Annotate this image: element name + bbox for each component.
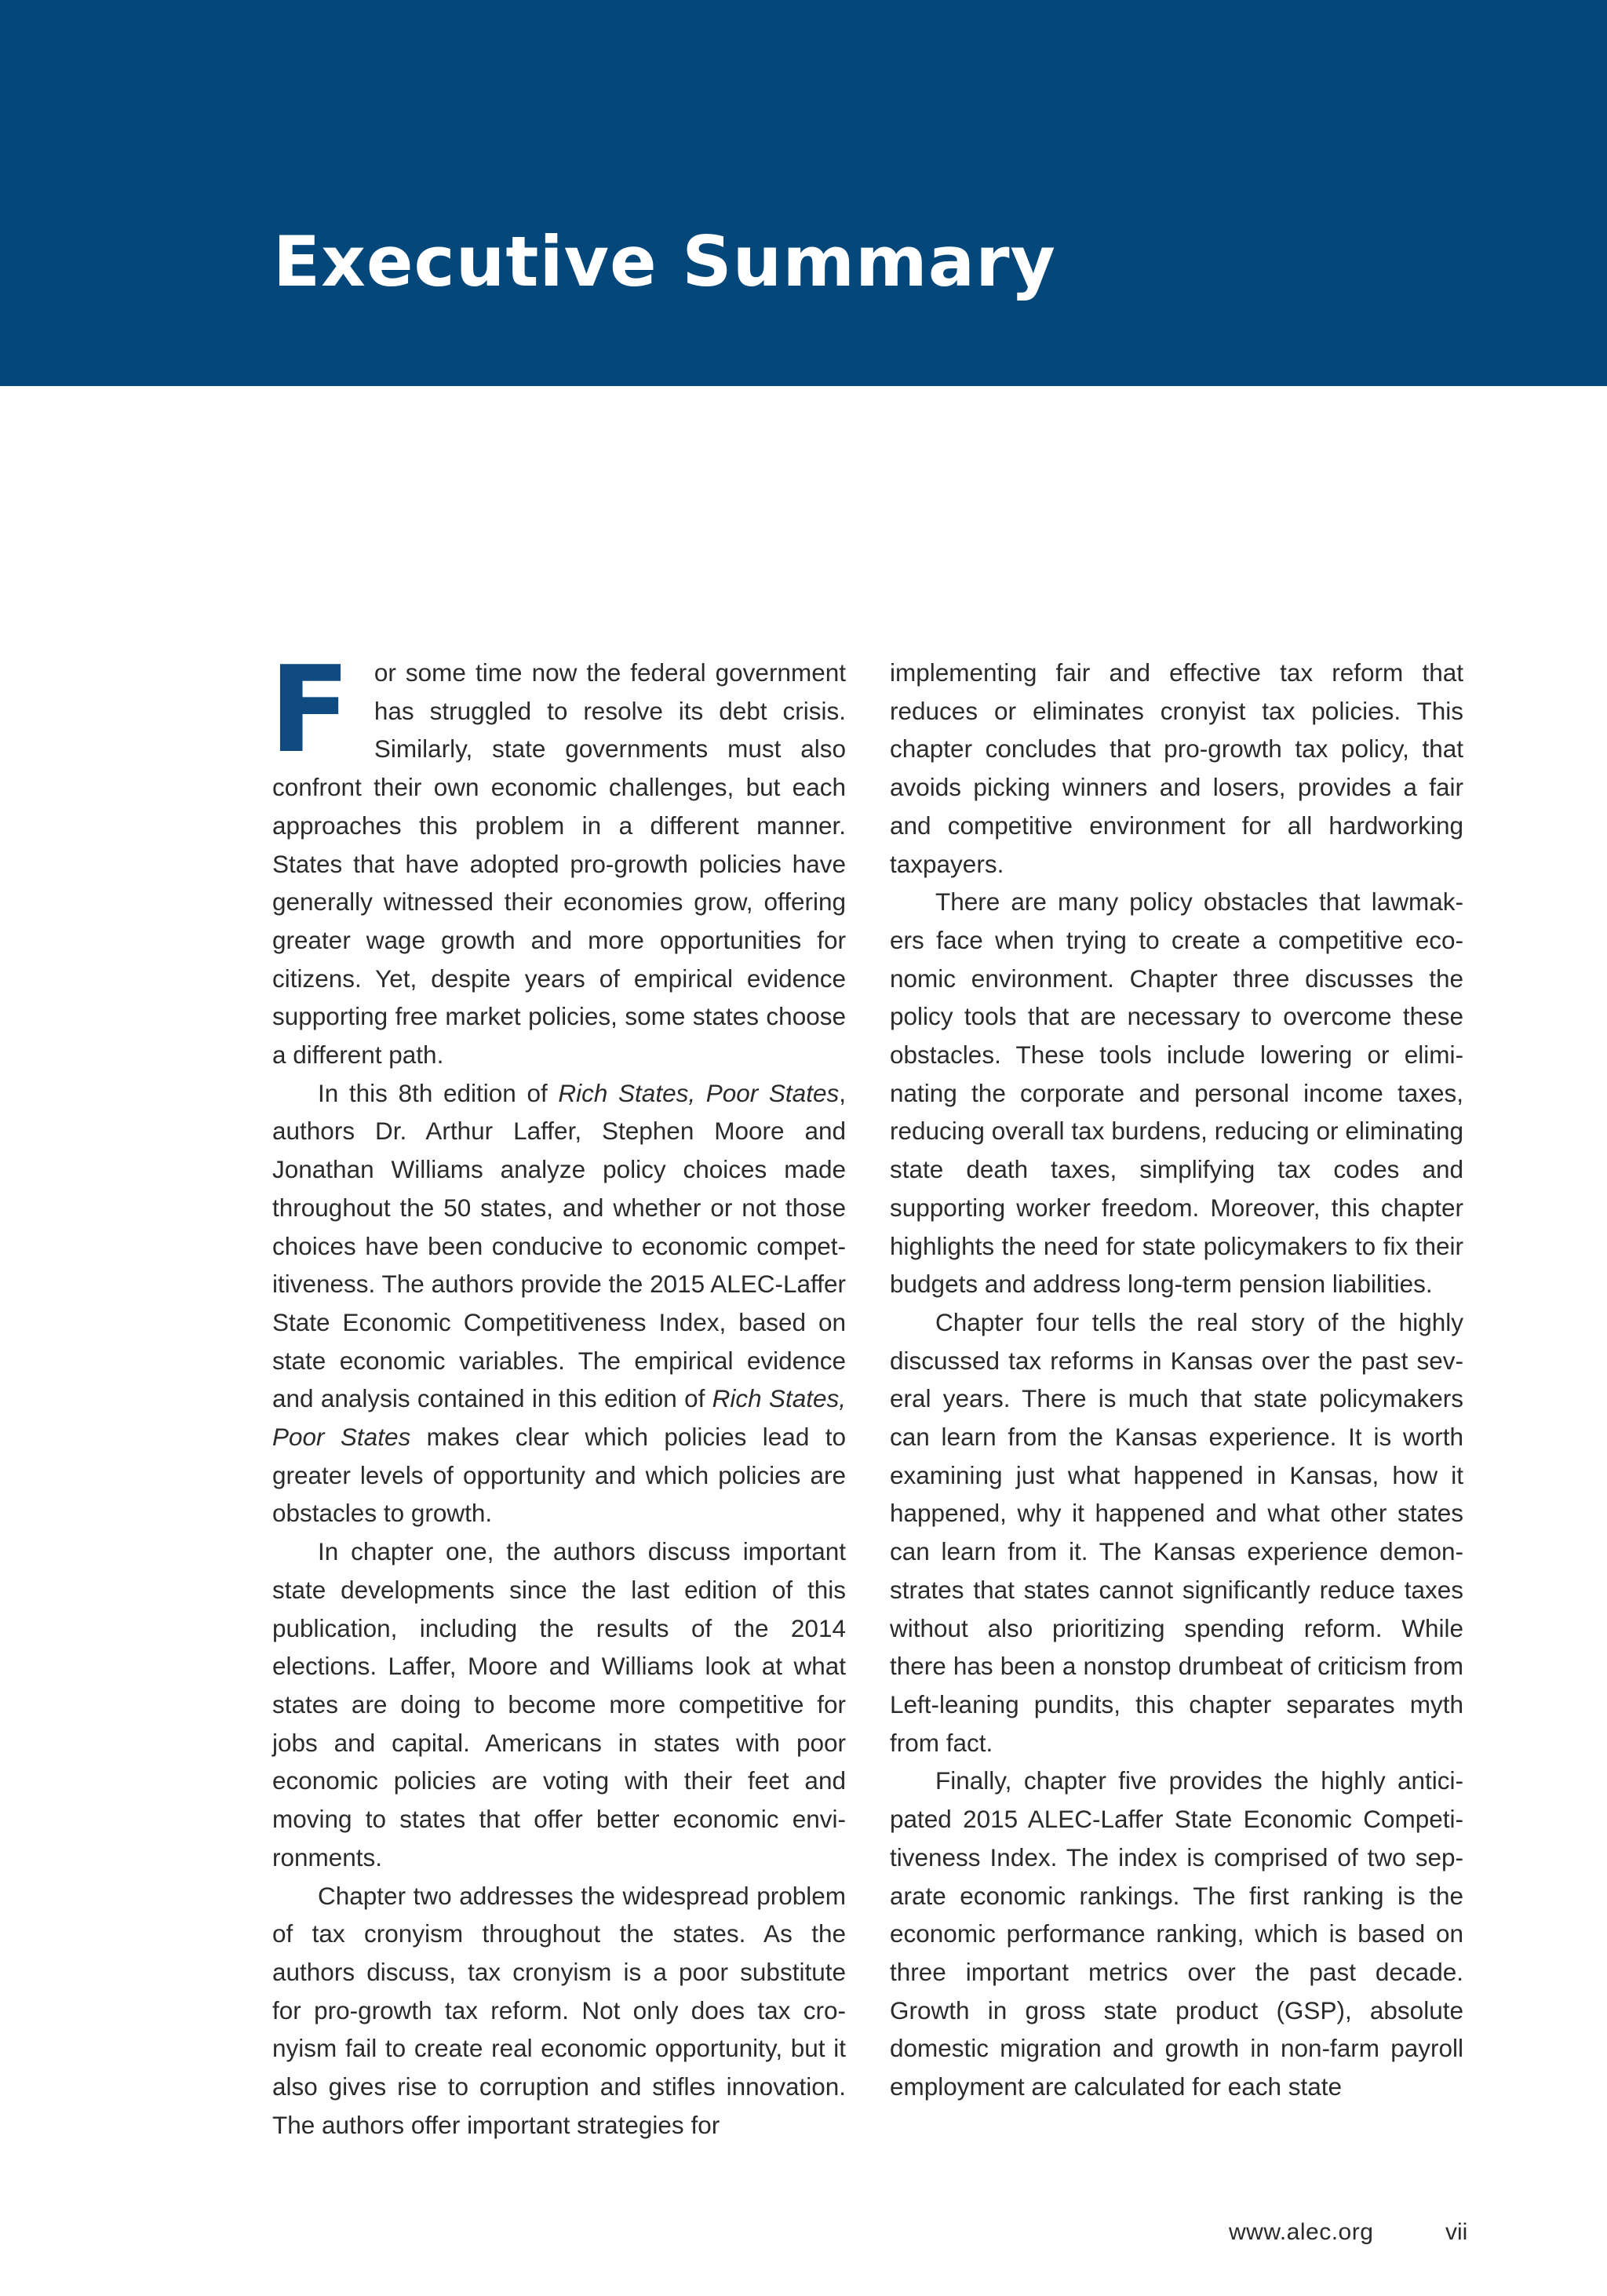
- footer-url: www.alec.org: [1229, 2219, 1374, 2245]
- paragraph-intro-text: or some time now the federal government has struggled to resolve its debt crisis. Similarly, state governments must also confront their own economic challenges, but each approaches this problem in a different manner. States that have adopted pro-growth policies have generally witnessed their economies grow, offering greater wage growth and more opportunities for citizens. Yet, despite years of empirical evidence supporting free market policies, some states choose a different path.: [272, 658, 846, 1070]
- right-column: [890, 654, 1463, 2106]
- book-title-italic: Rich States, Poor States: [558, 1078, 840, 1107]
- left-column: [269, 640, 846, 2144]
- drop-cap: F: [269, 640, 351, 779]
- paragraph-edition-text-e: makes clear which policies lead to greater levels of opportunity and which policies are obstacles to growth.: [272, 1423, 846, 1528]
- paragraph-edition-text-a: In this 8th edition of: [318, 1078, 559, 1107]
- header-band: [0, 0, 1607, 386]
- paragraph-intro: [269, 640, 846, 1074]
- paragraph-chapter-one: In chapter one, the authors discuss important state developments since the last edition of this publication, including the results of the 2014 elections. Laffer, Moore and Williams look at what states are doing to become more competitive for jobs and capital. Americans in states with poor economic policies are voting with their feet and moving to states that offer better economic environments.: [272, 1537, 846, 1871]
- paragraph-chapter-two: Chapter two addresses the widespread problem of tax cronyism throughout the states. As the authors discuss, tax cronyism is a poor substitute for pro-growth tax reform. Not only does tax cronyism fail to create real economic opportunity, but it also gives rise to corruption and stifles innovation. The authors offer important strategies for: [272, 1881, 846, 2139]
- page-title: Executive Summary: [273, 221, 1056, 302]
- paragraph-edition-text-c: , authors Dr. Arthur Laffer, Stephen Moore and Jonathan Williams analyze policy choices made throughout the 50 states, and whether or not those choices have been conducive to economic competitiveness. The authors provide the 2015 ALEC-Laffer State Economic Competitiveness Index, based on state economic variables. The empirical evidence and analysis contained in this edition of: [272, 1078, 846, 1413]
- page-number: vii: [1445, 2219, 1468, 2245]
- book-title-italic: Rich States, Poor States: [272, 1384, 846, 1452]
- paragraph-chapter-four: Chapter four tells the real story of the highly discussed tax reforms in Kansas over the past several years. There is much that state policymakers can learn from the Kansas experience. It is worth examining just what happened in Kansas, how it happened, why it happened and what other states can learn from it. The Kansas experience demonstrates that states cannot significantly reduce taxes without also prioritizing spending reform. While there has been a nonstop drumbeat of criticism from Left-leaning pundits, this chapter separates myth from fact.: [890, 1307, 1463, 1757]
- paragraph-chapter-five: Finally, chapter five provides the highly anticipated 2015 ALEC-Laffer State Economic Competitiveness Index. The index is comprised of two separate economic rankings. The first ranking is the economic performance ranking, which is based on three important metrics over the past decade. Growth in gross state product (GSP), absolute domestic migration and growth in non-farm payroll employment are calculated for each state: [890, 1766, 1463, 2101]
- paragraph-chapter-three: There are many policy obstacles that lawmakers face when trying to create a competitive economic environment. Chapter three discusses the policy tools that are necessary to overcome these obstacles. These tools include lowering or eliminating the corporate and personal income taxes, reducing overall tax burdens, reducing or eliminating state death taxes, simplifying tax codes and supporting worker freedom. Moreover, this chapter highlights the need for state policymakers to fix their budgets and address long-term pension liabilities.: [890, 887, 1463, 1299]
- paragraph-continued: implementing fair and effective tax reform that reduces or eliminates cronyist tax policies. This chapter concludes that pro-growth tax policy, that avoids picking winners and losers, provides a fair and competitive environment for all hardworking taxpayers.: [890, 658, 1463, 878]
- paragraph-edition: [272, 1074, 846, 1532]
